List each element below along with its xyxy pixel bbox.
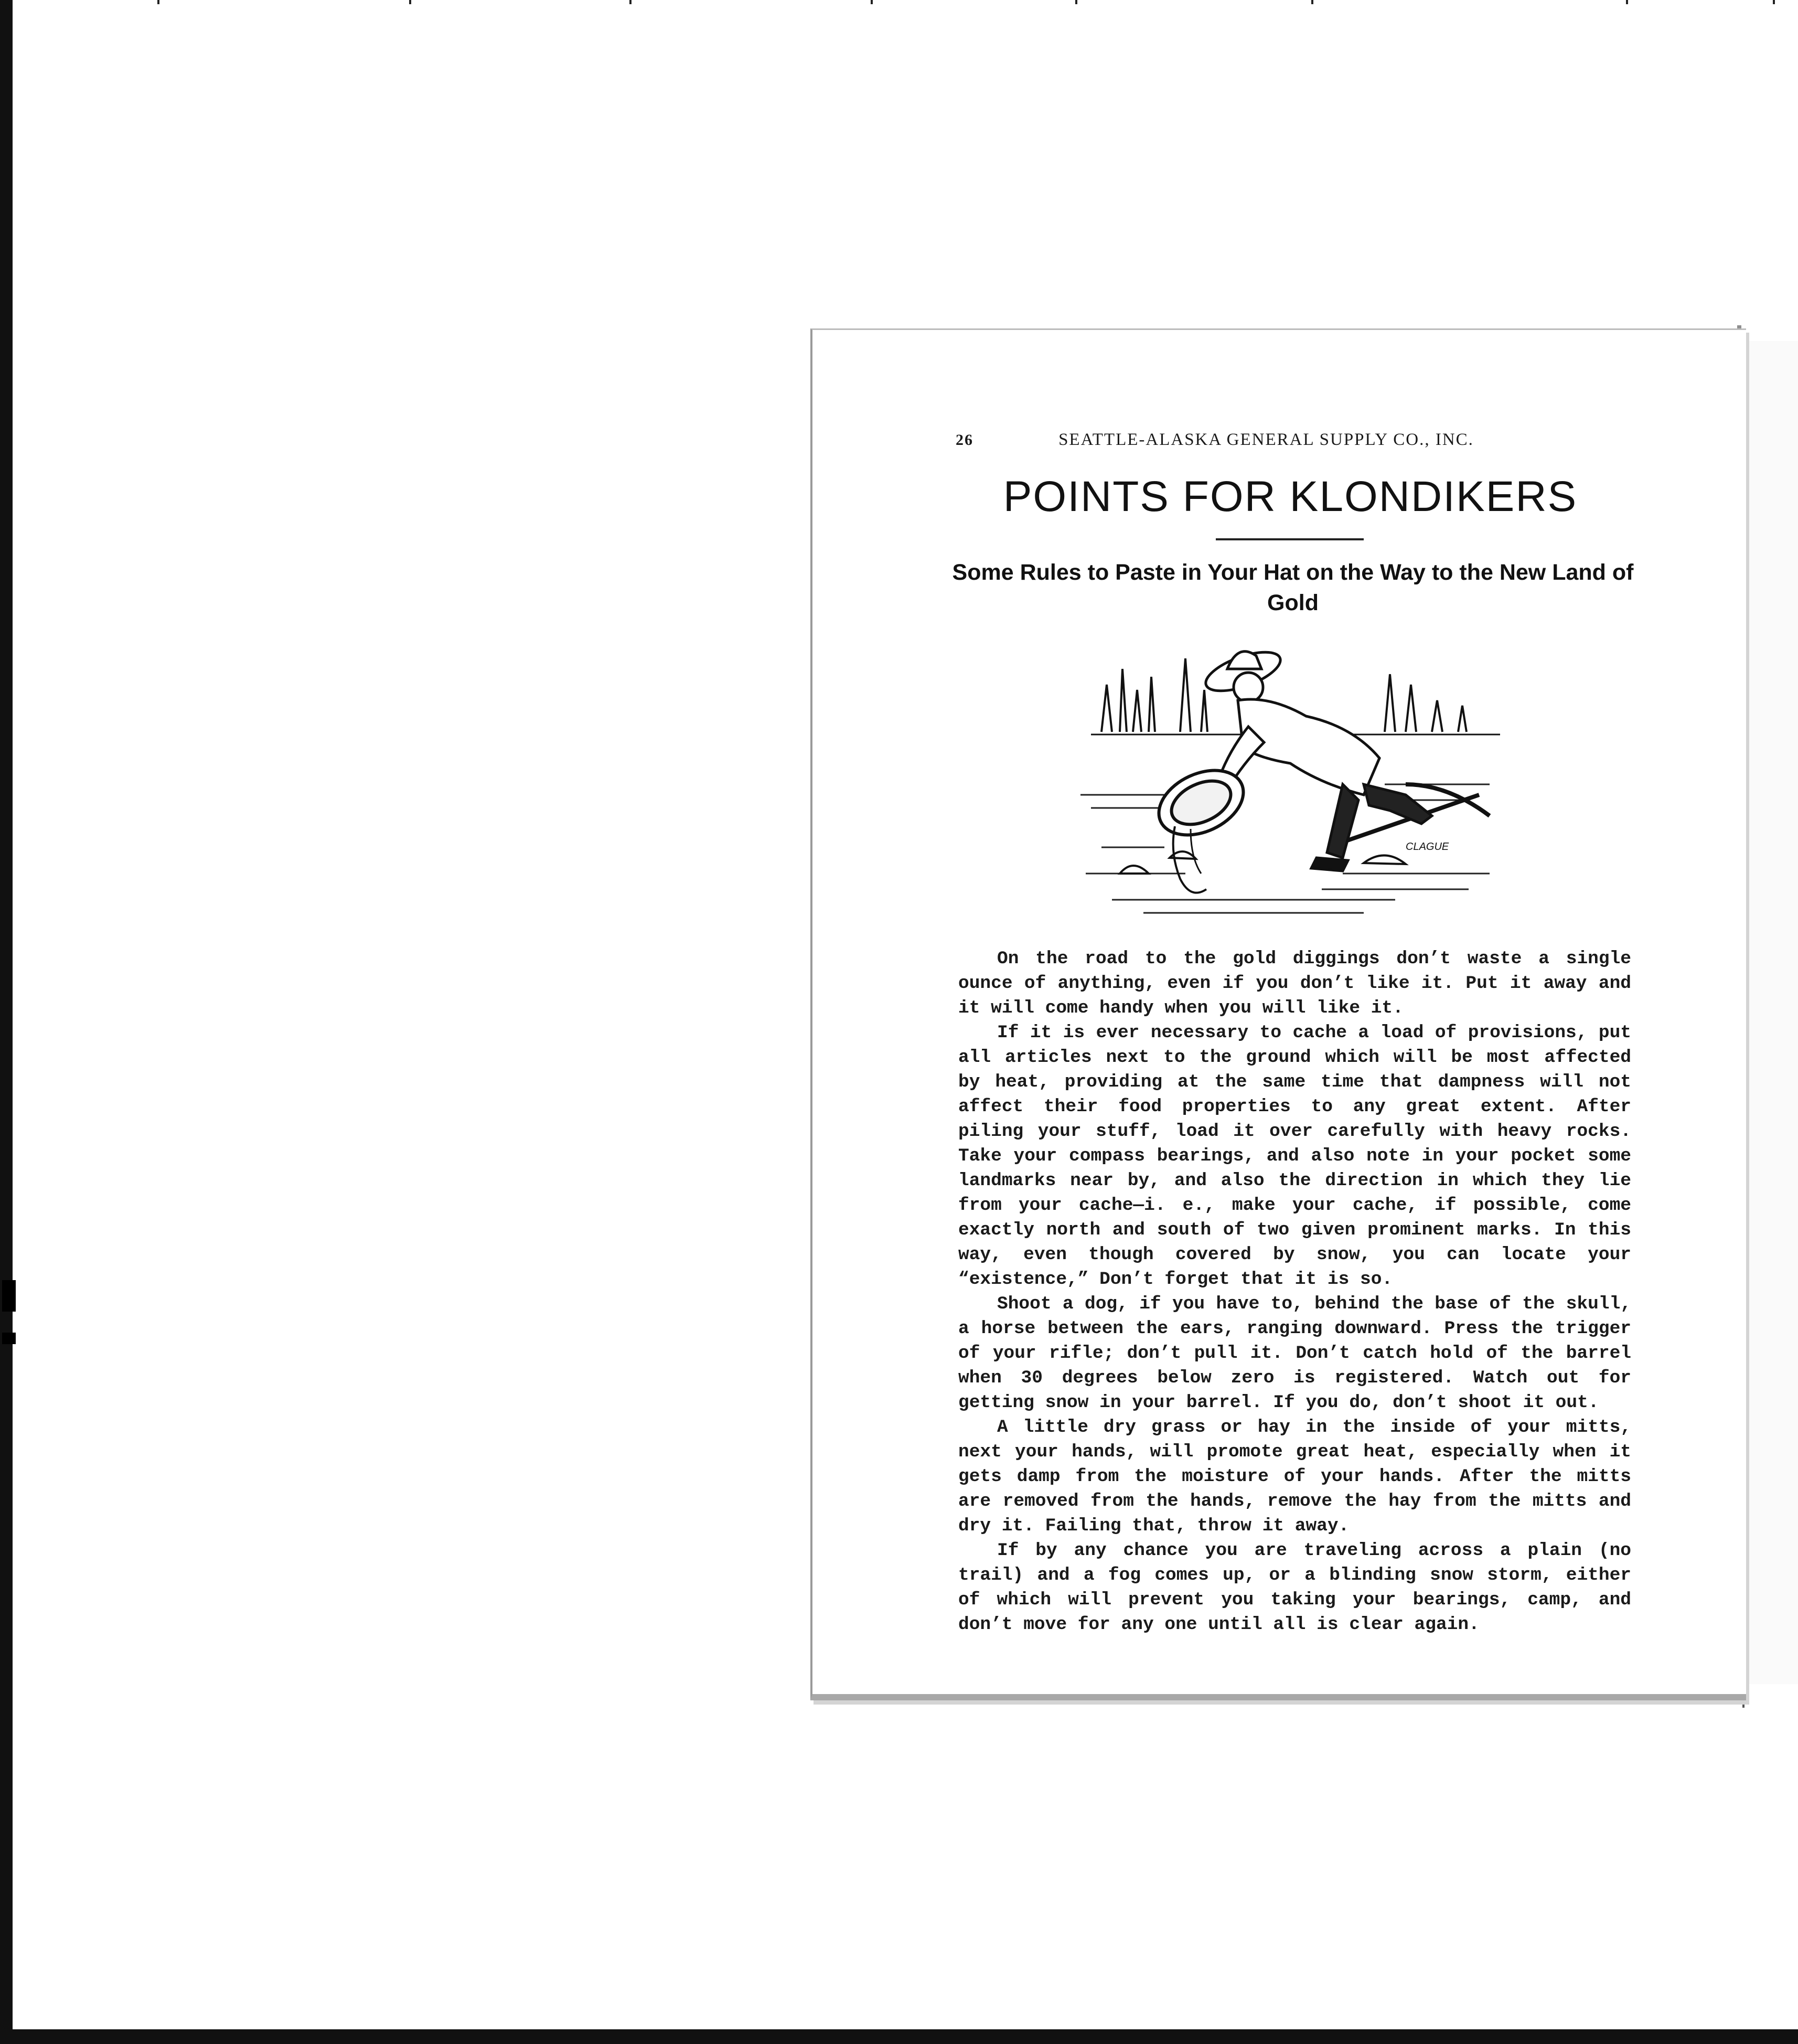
paragraph: On the road to the gold diggings don’t waste a single ounce of anything, even if you don’t like it. Put it away and it will come handy when you will like it. — [958, 949, 1631, 1018]
article-body — [958, 946, 1631, 1637]
page-subtitle: Some Rules to Paste in Your Hat on the Way to the New Land of Gold — [952, 560, 1634, 615]
running-head: SEATTLE-ALASKA GENERAL SUPPLY CO., INC. — [1058, 430, 1474, 449]
gold-pan — [1149, 758, 1254, 892]
adjacent-page-edge — [1741, 341, 1798, 1684]
page-header — [956, 430, 1543, 450]
artist-signature: CLAGUE — [1406, 841, 1449, 853]
page-number: 26 — [956, 431, 973, 449]
scan-blot — [2, 1333, 16, 1344]
page-title: POINTS FOR KLONDIKERS — [1003, 473, 1578, 520]
prospector — [1201, 644, 1432, 871]
paragraph: If it is ever necessary to cache a load of provisions, put all articles next to the ground which will be most affected by heat, providing at the same time that dampness will not affect their food properties to any great extent. After piling your stuff, load it over carefully with heavy rocks. Take your compass bearings, and also note in your pocket some landmarks near by, and also the direction in which they lie from your cache—i. e., make your cache, if possible, come exactly north and south of two given prominent marks. In this way, even though covered by snow, you can locate your “existence,” Don’t forget that it is so. — [958, 1023, 1631, 1290]
scan-top-specks — [0, 0, 1798, 4]
title-rule — [1216, 538, 1364, 540]
paragraph: If by any chance you are traveling across a plain (no trail) and a fog comes up, or a blinding snow storm, either of which will prevent you taking your bearings, camp, and don’t move for any one until all is clear again. — [958, 1540, 1631, 1635]
rocks — [1120, 851, 1406, 874]
paragraph: A little dry grass or hay in the inside of your mitts, next your hands, will promote great heat, especially when it gets damp from the moisture of your hands. After the mitts are removed from the hands, remove the hay from the mitts and dry it. Failing that, throw it away. — [958, 1417, 1631, 1536]
gold-panning-illustration — [1070, 627, 1521, 931]
paragraph: Shoot a dog, if you have to, behind the base of the skull, a horse between the ears, ranging downward. Press the trigger of your rifle; don’t pull it. Don’t catch hold of the barrel when 30 degrees below zero is registered. Watch out for getting snow in your barrel. If you do, don’t shoot it out. — [958, 1294, 1631, 1413]
scan-blot — [2, 1280, 16, 1312]
scan-bottom-border — [0, 2029, 1798, 2044]
scan-left-border — [0, 0, 13, 2044]
